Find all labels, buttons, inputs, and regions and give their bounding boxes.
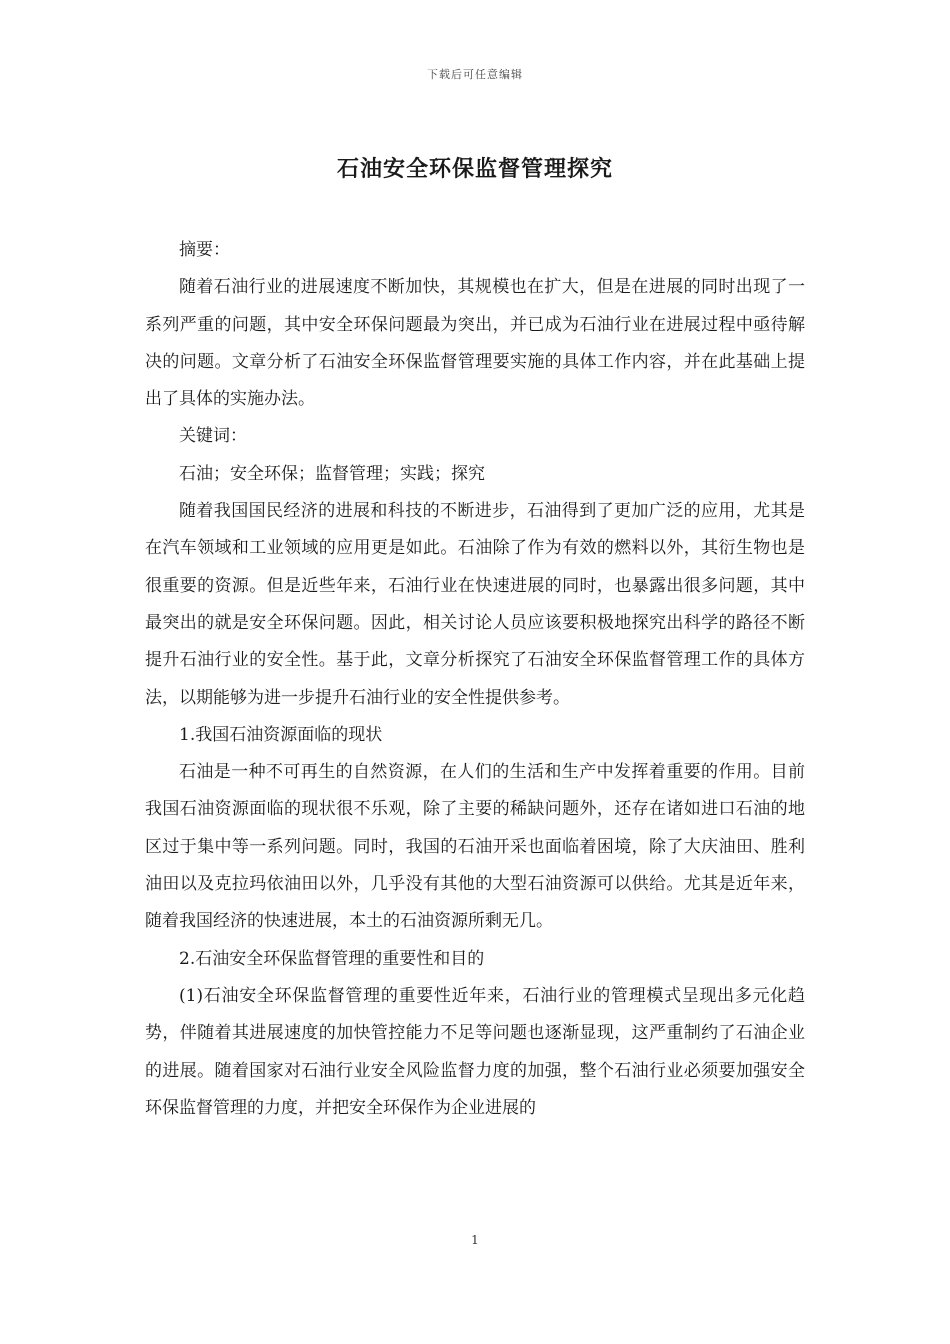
section-1-paragraph: 石油是一种不可再生的自然资源，在人们的生活和生产中发挥着重要的作用。目前我国石油资源面临的现状很不乐观，除了主要的稀缺问题外，还存在诸如进口石油的地区过于集中等一系列问题。同时，我国的石油开采也面临着困境，除了大庆油田、胜利油田以及克拉玛依油田以外，几乎没有其他的大型石油资源可以供给。尤其是近年来，随着我国经济的快速进展，本土的石油资源所剩无几。 — [145, 762, 805, 932]
section-heading-1: 1.我国石油资源面临的现状 — [179, 724, 383, 745]
page-header-note: 下载后可任意编辑 — [427, 68, 523, 81]
page-number: 1 — [471, 1233, 479, 1247]
keywords-label: 关键词： — [179, 426, 247, 447]
document-title: 石油安全环保监督管理探究 — [336, 156, 613, 182]
intro-paragraph: 随着我国国民经济的进展和科技的不断进步，石油得到了更加广泛的应用，尤其是在汽车领域和工业领域的应用更是如此。石油除了作为有效的燃料以外，其衍生物也是很重要的资源。但是近些年来，石油行业在快速进展的同时，也暴露出很多问题，其中最突出的就是安全环保问题。因此，相关讨论人员应该要积极地探究出科学的路径不断提升石油行业的安全性。基于此，文章分析探究了石油安全环保监督管理工作的具体方法，以期能够为进一步提升石油行业的安全性提供参考。 — [145, 501, 805, 708]
abstract-text: 随着石油行业的进展速度不断加快，其规模也在扩大，但是在进展的同时出现了一系列严重的问题，其中安全环保问题最为突出，并已成为石油行业在进展过程中亟待解决的问题。文章分析了石油安全环保监督管理要实施的具体工作内容，并在此基础上提出了具体的实施办法。 — [145, 277, 805, 410]
document-body — [145, 232, 805, 1127]
abstract-label: 摘要： — [179, 240, 230, 260]
keywords-text: 石油；安全环保；监督管理；实践；探究 — [179, 463, 485, 484]
section-heading-2: 2.石油安全环保监督管理的重要性和目的 — [179, 948, 485, 969]
section-2-paragraph: (1)石油安全环保监督管理的重要性近年来，石油行业的管理模式呈现出多元化趋势，伴随着其进展速度的加快管控能力不足等问题也逐渐显现，这严重制约了石油企业的进展。随着国家对石油行业安全风险监督力度的加强，整个石油行业必须要加强安全环保监督管理的力度，并把安全环保作为企业进展的 — [145, 985, 805, 1118]
